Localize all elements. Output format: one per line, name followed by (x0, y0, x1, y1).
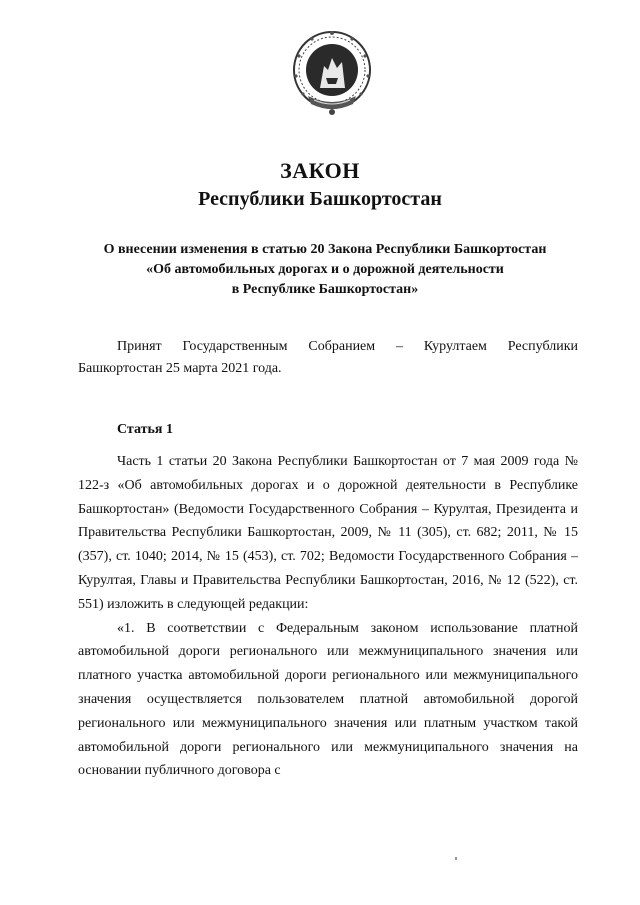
article-paragraph-2: «1. В соответствии с Федеральным законом использование платной автомобильной дороги регионального или межмуниципального значения или платного участка автомобильной дороги регионального или межмуниципального значения осуществляется пользователем платной автомобильной дорогой регионального или межмуниципального значения или платным участком такой автомобильной дороги регионального или межмуниципального значения на основании публичного договора с (78, 620, 578, 779)
law-subtitle (60, 240, 590, 300)
article-body (78, 450, 578, 783)
subtitle-line-3: в Республике Башкортостан» (231, 282, 419, 297)
adoption-note (78, 336, 578, 380)
subtitle-line-2: «Об автомобильных дорогах и о дорожной деятельности (146, 262, 504, 277)
coat-of-arms-icon (290, 28, 374, 118)
document-type-title: ЗАКОН (280, 158, 360, 183)
subtitle-line-1: О внесении изменения в статью 20 Закона Республики Башкортостан (103, 242, 547, 257)
issuer-title: Республики Башкортостан (198, 188, 442, 210)
article-heading: Статья 1 (117, 422, 173, 437)
article-paragraph-1: Часть 1 статьи 20 Закона Республики Башкортостан от 7 мая 2009 года № 122-з «Об автомобильных дорогах и о дорожной деятельности в Республике Башкортостан» (Ведомости Государственного Собрания – Курултая, Президента и Правительства Республики Башкортостан, 2009, № 11 (305), ст. 682; 2011, № 15 (357), ст. 1040; 2014, № 15 (453), ст. 702; Ведомости Государственного Собрания – Курултая, Главы и Правительства Республики Башкортостан, 2016, № 12 (522), ст. 551) изложить в следующей редакции: (78, 454, 578, 612)
scan-speck (455, 857, 457, 860)
adoption-text: Принят Государственным Собранием – Курултаем Республики Башкортостан 25 марта 2021 года. (78, 339, 578, 376)
